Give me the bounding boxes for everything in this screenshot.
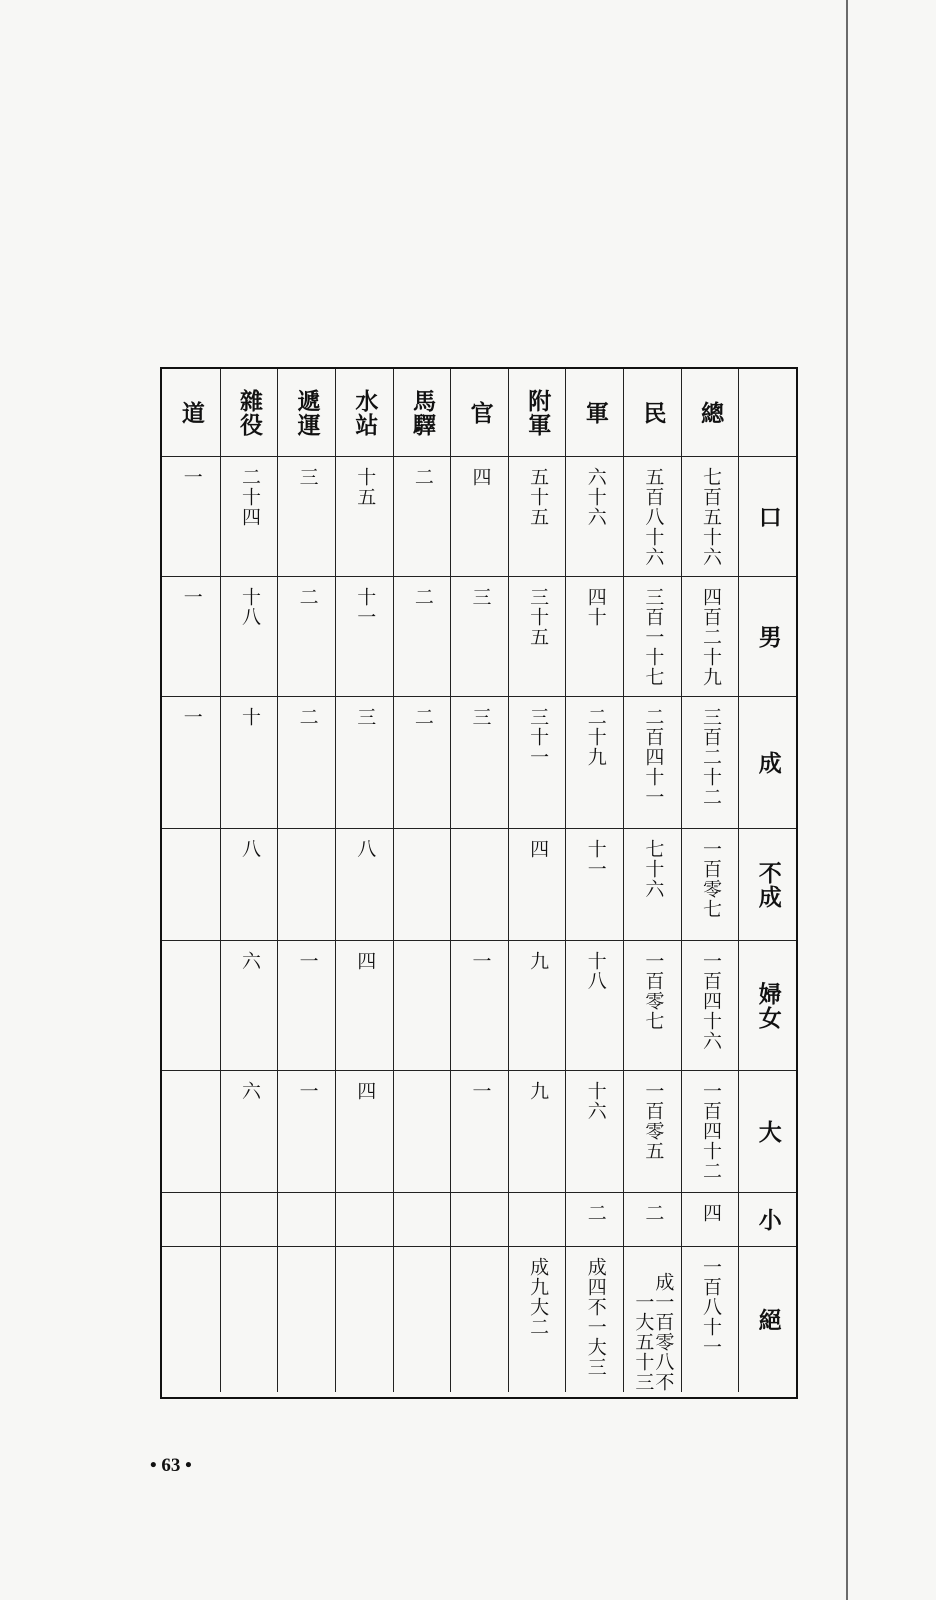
table-cell-text: 三百二十二 — [700, 707, 723, 807]
table-cell-text: 一 — [180, 467, 203, 487]
table-cell — [393, 577, 451, 697]
table-cell — [335, 697, 393, 829]
table-cell — [623, 577, 681, 697]
table-cell — [335, 1193, 393, 1247]
row-label — [738, 697, 796, 829]
table-cell-text: 三 — [469, 587, 492, 607]
table-cell — [277, 829, 335, 941]
table-cell — [335, 941, 393, 1071]
table-cell — [623, 457, 681, 577]
table-cell-text: 二十四 — [238, 467, 261, 527]
table-cell — [450, 829, 508, 941]
table-cell — [623, 829, 681, 941]
table-cell — [450, 457, 508, 577]
column-header — [450, 369, 508, 457]
table-cell-text: 四 — [527, 839, 550, 859]
table-cell — [623, 1193, 681, 1247]
table-cell-text: 二 — [584, 1203, 607, 1223]
row-label-text: 婦女 — [754, 981, 782, 1030]
table-cell-text: 七十六 — [642, 839, 665, 899]
table-cell-text: 二 — [411, 587, 434, 607]
column-header — [508, 369, 566, 457]
row-label-text: 男 — [754, 624, 782, 649]
table-cell-text: 一 — [296, 1081, 319, 1101]
table-cell — [450, 577, 508, 697]
table-cell-text: 一 — [296, 951, 319, 971]
table-cell-text: 成九大二 — [527, 1257, 550, 1337]
table-cell — [508, 577, 566, 697]
column-header — [335, 369, 393, 457]
column-header-text: 官 — [466, 400, 494, 425]
table-cell-text: 十一 — [354, 587, 377, 627]
table-cell-text: 六十六 — [584, 467, 607, 527]
column-header-text: 附軍 — [524, 388, 552, 437]
column-header — [681, 369, 739, 457]
table-cell-text: 二十九 — [584, 707, 607, 767]
table-cell — [508, 1193, 566, 1247]
table-cell-text: 七百五十六 — [700, 467, 723, 567]
table-cell — [450, 941, 508, 1071]
table-cell-text: 十五 — [354, 467, 377, 507]
column-header — [162, 369, 220, 457]
table-cell — [681, 829, 739, 941]
table-cell-text: 一 — [180, 707, 203, 727]
table-cell — [565, 829, 623, 941]
table-cell-text: 四百二十九 — [700, 587, 723, 687]
table-cell-text: 十 — [238, 707, 261, 727]
table-cell — [508, 941, 566, 1071]
table-cell — [508, 457, 566, 577]
table-cell — [162, 829, 220, 941]
table-cell — [565, 1071, 623, 1193]
table-cell-text: 一百八十一 — [700, 1257, 723, 1357]
table-cell-text: 三 — [469, 707, 492, 727]
table-cell — [393, 829, 451, 941]
table-cell-text: 一百四十二 — [700, 1081, 723, 1181]
column-header-text: 雜役 — [236, 388, 264, 437]
table-cell — [508, 697, 566, 829]
column-header — [623, 369, 681, 457]
table-cell-text: 六 — [238, 951, 261, 971]
table-cell-text: 六 — [238, 1081, 261, 1101]
table-cell — [681, 941, 739, 1071]
table-cell — [623, 697, 681, 829]
table-cell-text: 九 — [527, 951, 550, 971]
row-label — [738, 1193, 796, 1247]
table-cell — [623, 1247, 681, 1392]
table-cell — [565, 1193, 623, 1247]
table-cell-text: 八 — [238, 839, 261, 859]
table-cell — [277, 1193, 335, 1247]
table-cell-text: 十八 — [238, 587, 261, 627]
table-cell-text: 一百零七 — [700, 839, 723, 919]
table-cell — [393, 941, 451, 1071]
table-cell — [162, 1247, 220, 1392]
row-label — [738, 577, 796, 697]
table-cell — [220, 829, 278, 941]
page-number: • 63 • — [150, 1455, 192, 1476]
table-cell — [335, 457, 393, 577]
row-label-text: 絕 — [754, 1307, 782, 1332]
table-cell — [335, 1071, 393, 1193]
table-cell — [277, 577, 335, 697]
table-cell — [220, 1193, 278, 1247]
table-cell-text: 二 — [642, 1203, 665, 1223]
table-cell — [393, 1193, 451, 1247]
table-cell-text: 三十五 — [527, 587, 550, 647]
table-cell — [565, 941, 623, 1071]
table-cell — [393, 457, 451, 577]
column-header — [220, 369, 278, 457]
page-edge-rule — [846, 0, 848, 1600]
table-cell-text: 四十 — [584, 587, 607, 627]
table-cell — [681, 1193, 739, 1247]
column-header-text: 馬驛 — [408, 388, 436, 437]
table-cell — [220, 697, 278, 829]
table-cell — [335, 829, 393, 941]
table-cell — [162, 457, 220, 577]
table-cell-text: 十六 — [584, 1081, 607, 1121]
table-cell-text: 一 — [469, 1081, 492, 1101]
table-cell-text: 三 — [354, 707, 377, 727]
table-cell — [162, 941, 220, 1071]
table-cell-text: 三十一 — [527, 707, 550, 767]
table-cell — [450, 1193, 508, 1247]
row-label — [738, 941, 796, 1071]
table-cell — [220, 941, 278, 1071]
table-cell — [277, 1247, 335, 1392]
table-cell — [162, 1193, 220, 1247]
table-cell — [508, 829, 566, 941]
table-cell — [162, 697, 220, 829]
table-cell-text: 一 — [180, 587, 203, 607]
table-cell — [565, 1247, 623, 1392]
table-cell — [335, 1247, 393, 1392]
table-cell-text: 成四不一大三 — [584, 1257, 607, 1377]
table-cell-text: 四 — [469, 467, 492, 487]
table-cell-text: 一百零五 — [642, 1081, 665, 1161]
row-label — [738, 829, 796, 941]
table-cell-text: 四 — [354, 1081, 377, 1101]
table-cell — [565, 577, 623, 697]
table-cell-text: 十一 — [584, 839, 607, 879]
table-cell — [393, 1247, 451, 1392]
column-header-text: 總 — [697, 400, 725, 425]
table-cell — [565, 457, 623, 577]
row-label — [738, 1071, 796, 1193]
table-cell-text: 一百零七 — [642, 951, 665, 1031]
column-header — [738, 369, 796, 457]
row-label — [738, 1247, 796, 1392]
row-label-text: 成 — [754, 750, 782, 775]
table-cell-text: 二百四十一 — [642, 707, 665, 807]
table-cell — [277, 941, 335, 1071]
column-header-text: 民 — [639, 400, 667, 425]
table-cell — [277, 457, 335, 577]
row-label-text: 大 — [754, 1119, 782, 1144]
table-cell-text: 二 — [296, 707, 319, 727]
table-cell — [162, 577, 220, 697]
table-cell — [335, 577, 393, 697]
table-cell — [681, 457, 739, 577]
column-header — [393, 369, 451, 457]
row-label-text: 小 — [754, 1207, 782, 1232]
table-cell-text: 四 — [354, 951, 377, 971]
table-cell-text: 一百四十六 — [700, 951, 723, 1051]
table-cell — [162, 1071, 220, 1193]
table-cell — [623, 1071, 681, 1193]
table-cell — [681, 697, 739, 829]
table-cell-text: 九 — [527, 1081, 550, 1101]
column-header-text: 道 — [177, 400, 205, 425]
column-header-text: 軍 — [581, 400, 609, 425]
table-cell — [681, 1247, 739, 1392]
table-cell-text: 三 — [296, 467, 319, 487]
table-cell — [277, 1071, 335, 1193]
table-cell-text: 成一百零八不一大五十三 — [632, 1272, 675, 1392]
column-header-text: 遞運 — [293, 388, 321, 437]
table-cell-text: 一 — [469, 951, 492, 971]
table-cell-text: 五十五 — [527, 467, 550, 527]
table-cell — [393, 1071, 451, 1193]
table-cell — [450, 1247, 508, 1392]
table-cell — [220, 1071, 278, 1193]
table-cell-text: 二 — [296, 587, 319, 607]
table-cell — [681, 1071, 739, 1193]
table-cell — [681, 577, 739, 697]
census-table — [160, 367, 798, 1399]
row-label-text: 不成 — [754, 860, 782, 909]
column-header — [277, 369, 335, 457]
table-cell — [220, 577, 278, 697]
table-cell — [450, 1071, 508, 1193]
table-cell — [277, 697, 335, 829]
column-header — [565, 369, 623, 457]
table-cell-text: 十八 — [584, 951, 607, 991]
table-cell — [393, 697, 451, 829]
table-cell-text: 二 — [411, 707, 434, 727]
table-cell — [565, 697, 623, 829]
row-label — [738, 457, 796, 577]
table-cell-text: 二 — [411, 467, 434, 487]
table-cell — [508, 1247, 566, 1392]
table-cell-text: 三百一十七 — [642, 587, 665, 687]
table-cell — [220, 1247, 278, 1392]
table-cell-text: 五百八十六 — [642, 467, 665, 567]
table-cell — [623, 941, 681, 1071]
table-cell — [508, 1071, 566, 1193]
row-label-text: 口 — [754, 504, 782, 529]
table-cell — [450, 697, 508, 829]
table-cell — [220, 457, 278, 577]
column-header-text: 水站 — [351, 388, 379, 437]
table-cell-text: 八 — [354, 839, 377, 859]
table-cell-text: 四 — [700, 1203, 723, 1223]
